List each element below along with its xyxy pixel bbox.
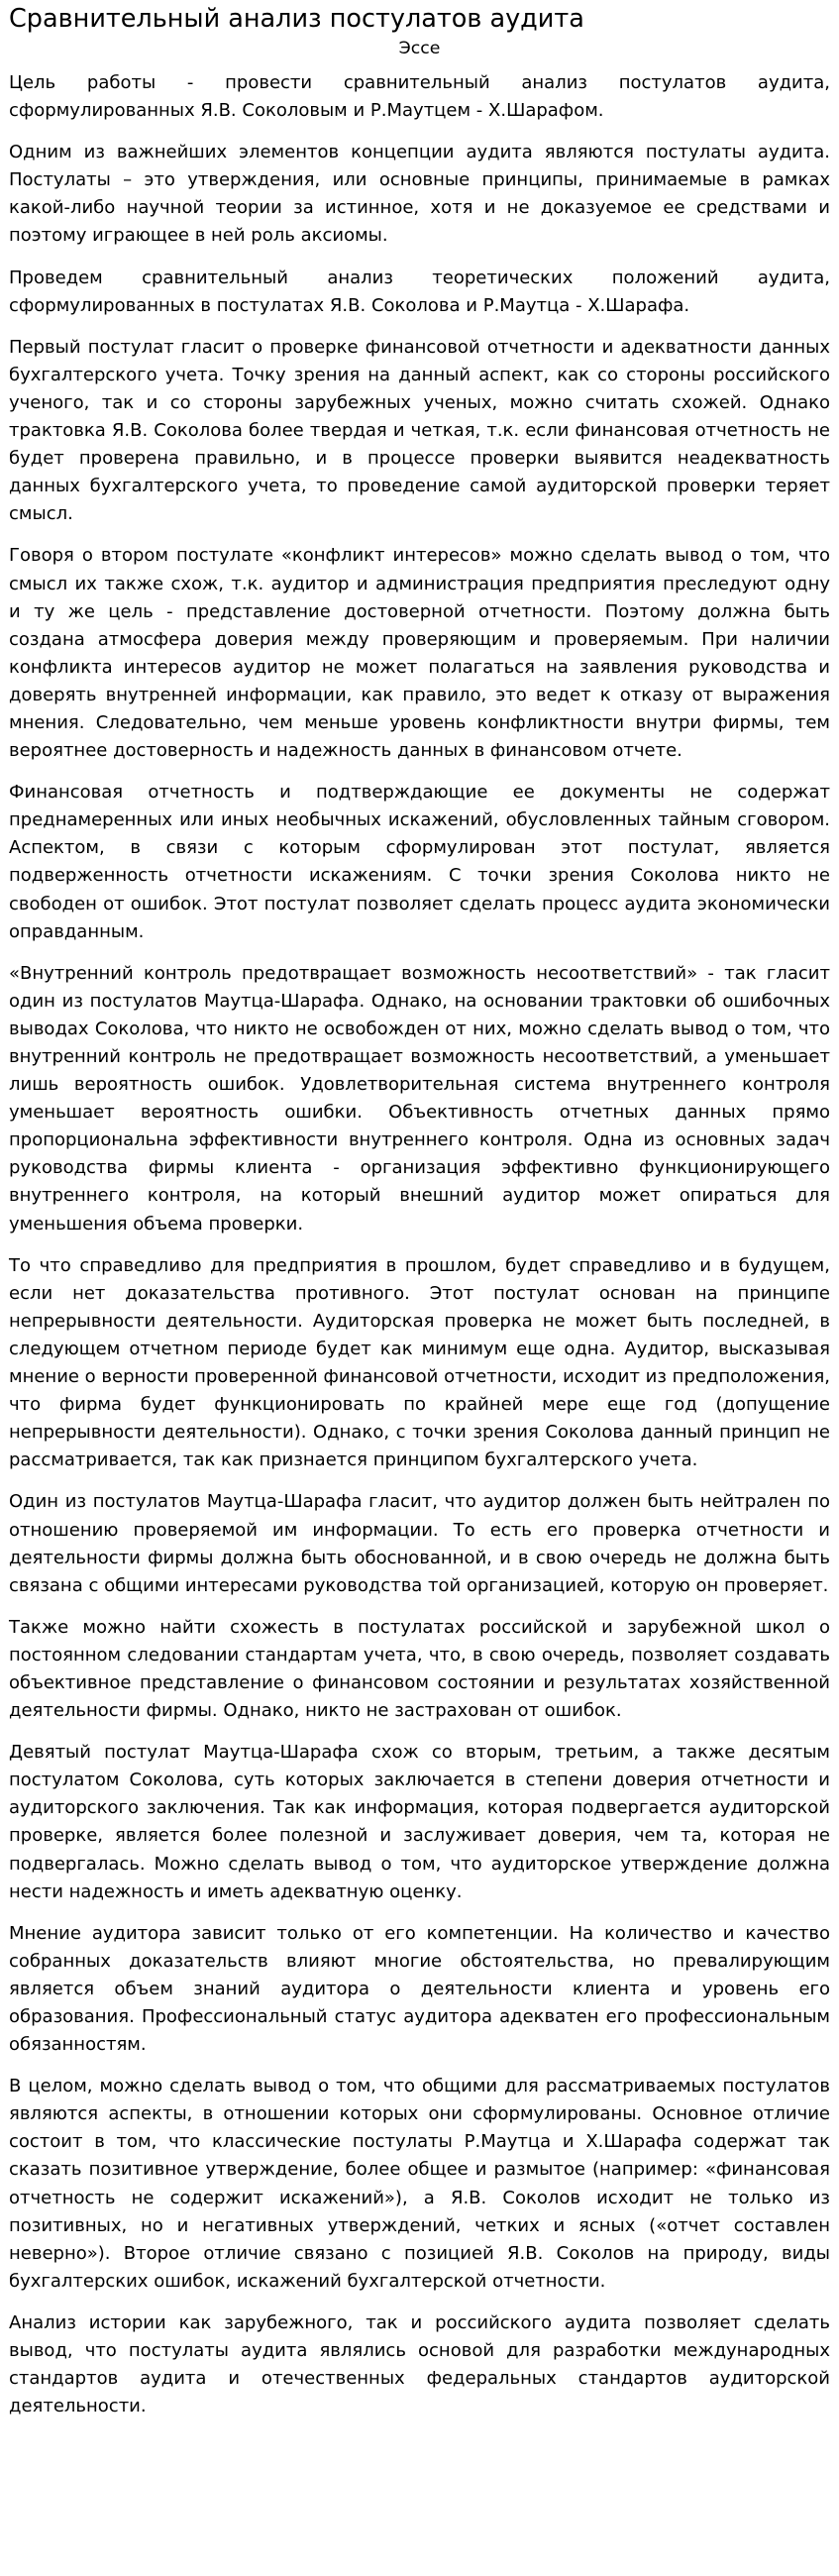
paragraph-goal: Цель работы - провести сравнительный анализ постулатов аудита, сформулированных Я.В. Соколовым и Р.Маутцем - Х.Шарафом. — [9, 72, 830, 122]
paragraph-ninth-postulate: Девятый постулат Маутца-Шарафа схож со вторым, третьим, а также десятым постулатом Соколова, суть которых заключается в степени доверия отчетности и аудиторского заключения. Так как информация, которая подвергается аудиторской проверке, является более полезной и заслуживает доверия, чем та, которая не подвергалась. Можно сделать вывод о том, что аудиторское утверждение должна нести надежность и иметь адекватную оценку. — [9, 1742, 830, 1902]
paragraph-accounting-standards: Также можно найти схожесть в постулатах российской и зарубежной школ о постоянном следовании стандартам учета, что, в свою очередь, позволяет создавать объективное представление о финансовом состоянии и результатах хозяйственной деятельности фирмы. Однако, никто не застрахован от ошибок. — [9, 1616, 830, 1722]
paragraph-analysis-intro: Проведем сравнительный анализ теоретических положений аудита, сформулированных в постулатах Я.В. Соколова и Р.Маутца - Х.Шарафа. — [9, 267, 830, 316]
paragraph-conclusion: В целом, можно сделать вывод о том, что общими для рассматриваемых постулатов являются аспекты, в отношении которых они сформулированы. Основное отличие состоит в том, что классические постулаты Р.Маутца и Х.Шарафа содержат так сказать позитивное утверждение, более общее и размытое (например: «финансовая отчетность не содержит искажений»), а Я.В. Соколов исходит не только из позитивных, но и негативных утверждений, четких и ясных («отчет составлен неверно»). Второе отличие связано с позицией Я.В. Соколов на природу, виды бухгалтерских ошибок, искажений бухгалтерской отчетности. — [9, 2076, 830, 2292]
paragraph-internal-control: «Внутренний контроль предотвращает возможность несоответствий» - так гласит один из постулатов Маутца-Шарафа. Однако, на основании трактовки об ошибочных выводах Соколова, что никто не освобожден от них, можно сделать вывод о том, что внутренний контроль не предотвращает возможность несоответствий, а уменьшает лишь вероятность ошибок. Удовлетворительная система внутреннего контроля уменьшает вероятность ошибки. Объективность отчетных данных прямо пропорциональна эффективности внутреннего контроля. Одна из основных задач руководства фирмы клиента - организация эффективно функционирующего внутреннего контроля, на который внешний аудитор может опираться для уменьшения объема проверки. — [9, 962, 830, 1234]
paragraph-history-analysis: Анализ истории как зарубежного, так и российского аудита позволяет сделать вывод, что постулаты аудита являлись основой для разработки международных стандартов аудита и отечественных федеральных стандартов аудиторской деятельности. — [9, 2311, 830, 2417]
paragraph-going-concern: То что справедливо для предприятия в прошлом, будет справедливо и в будущем, если нет доказательства противного. Этот постулат основан на принципе непрерывности деятельности. Аудиторская проверка не может быть последней, в следующем отчетном периоде будет как минимум еще одна. Аудитор, высказывая мнение о верности проверенной финансовой отчетности, исходит из предположения, что фирма будет функционировать по крайней мере еще год (допущение непрерывности деятельности). Однако, с точки зрения Соколова данный принцип не рассматривается, так как признается принципом бухгалтерского учета. — [9, 1254, 830, 1471]
paragraph-postulates-definition: Одним из важнейших элементов концепции аудита являются постулаты аудита. Постулаты – это утверждения, или основные принципы, принимаемые в рамках какой-либо научной теории за истинное, хотя и не доказуемое ее средствами и поэтому играющее в ней роль аксиомы. — [9, 142, 830, 247]
paragraph-financial-statements: Финансовая отчетность и подтверждающие ее документы не содержат преднамеренных или иных необычных искажений, обусловленных тайным сговором. Аспектом, в связи с которым сформулирован этот постулат, является подверженность отчетности искажениям. С точки зрения Соколова никто не свободен от ошибок. Этот постулат позволяет сделать процесс аудита экономически оправданным. — [9, 782, 830, 942]
paragraph-auditor-neutrality: Один из постулатов Маутца-Шарафа гласит, что аудитор должен быть нейтрален по отношению проверяемой им информации. То есть его проверка отчетности и деятельности фирмы должна быть обоснованной, и в свою очередь не должна быть связана с общими интересами руководства той организацией, которую он проверяет. — [9, 1491, 830, 1596]
paragraph-conflict-of-interest: Говоря о втором постулате «конфликт интересов» можно сделать вывод о том, что смысл их также схож, т.к. аудитор и администрация предприятия преследуют одну и ту же цель - представление достоверной отчетности. Поэтому должна быть создана атмосфера доверия между проверяющим и проверяемым. При наличии конфликта интересов аудитор не может полагаться на заявления руководства и доверять внутренней информации, как правило, это ведет к отказу от выражения мнения. Следовательно, чем меньше уровень конфликтности внутри фирмы, тем вероятнее достоверность и надежность данных в финансовом отчете. — [9, 545, 830, 762]
document-subtitle: Эссе — [398, 39, 441, 58]
paragraph-first-postulate: Первый постулат гласит о проверке финансовой отчетности и адекватности данных бухгалтерского учета. Точку зрения на данный аспект, как со стороны российского ученого, так и со стороны зарубежных ученых, можно считать схожей. Однако трактовка Я.В. Соколова более твердая и четкая, т.к. если финансовая отчетность не будет проверена правильно, и в процессе проверки выявится неадекватность данных бухгалтерского учета, то проведение самой аудиторской проверки теряет смысл. — [9, 336, 830, 525]
paragraph-auditor-competence: Мнение аудитора зависит только от его компетенции. На количество и качество собранных доказательств влияют многие обстоятельства, но превалирующим является объем знаний аудитора о деятельности клиента и уровень его образования. Профессиональный статус аудитора адекватен его профессиональным обязанностям. — [9, 1922, 830, 2056]
document-title: Сравнительный анализ постулатов аудита — [9, 4, 584, 34]
document-page — [0, 4, 839, 2420]
